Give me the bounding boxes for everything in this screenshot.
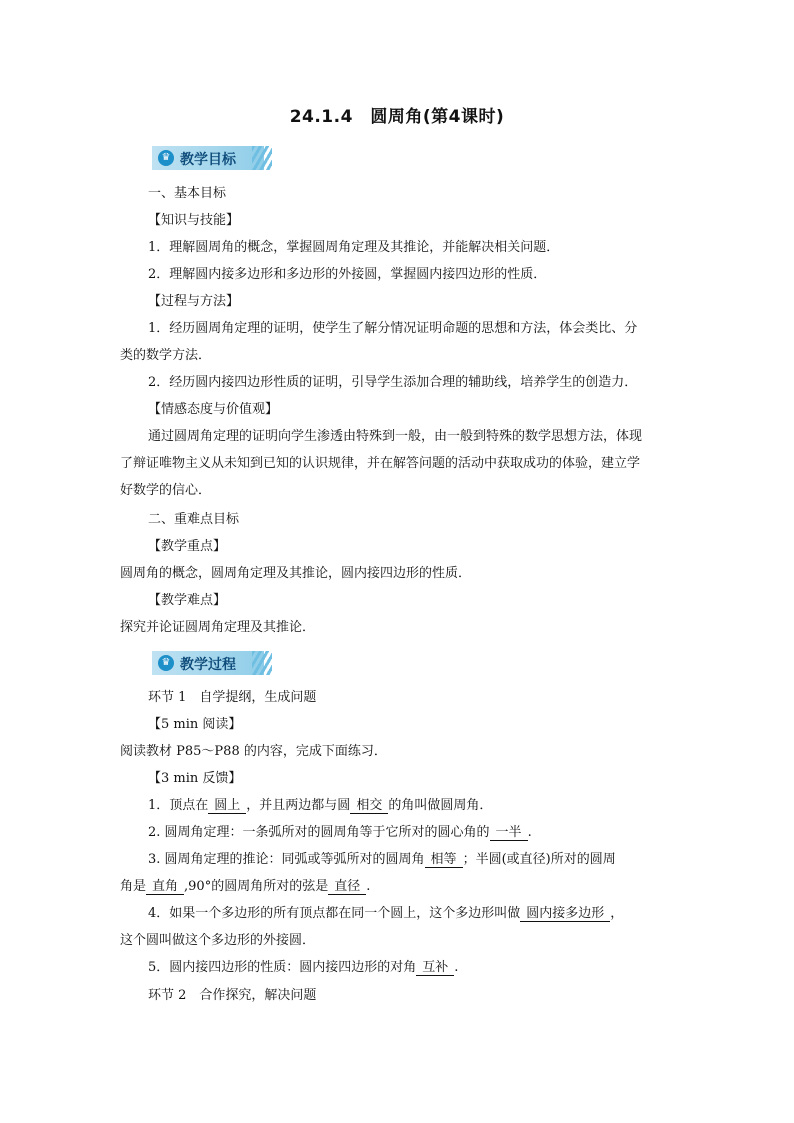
- question-4b: 这个圆叫做这个多边形的外接圆．: [120, 933, 316, 948]
- key-heading: 二、重难点目标: [148, 512, 240, 527]
- process-1b: 类的数学方法．: [120, 348, 212, 363]
- focus-heading: 【教学重点】: [148, 539, 227, 554]
- process-banner: [152, 651, 272, 675]
- attitude-b: 了辩证唯物主义从未知到已知的认识规律，并在解答问题的活动中获取成功的体验，建立学: [120, 456, 641, 471]
- question-4a: 4．如果一个多边形的所有顶点都在同一个圆上，这个多边形叫做 圆内接多边形 ，: [148, 906, 624, 921]
- read-text: 阅读教材 P85～P88 的内容，完成下面练习．: [120, 744, 387, 759]
- page-title: 24.1.4 圆周角(第4课时): [289, 107, 505, 127]
- attitude-heading: 【情感态度与价值观】: [148, 402, 279, 417]
- answer-blank: 互补: [416, 960, 454, 976]
- answer-blank: 圆上: [208, 798, 246, 814]
- feedback-heading: 【3 min 反馈】: [148, 771, 242, 786]
- basic-heading: 一、基本目标: [148, 186, 227, 201]
- trophy-icon: ♛: [158, 655, 174, 671]
- answer-blank: 圆内接多边形: [520, 906, 610, 922]
- step2-heading: 环节 2 合作探究，解决问题: [148, 988, 317, 1003]
- knowledge-1: 1．理解圆周角的概念，掌握圆周角定理及其推论，并能解决相关问题．: [148, 240, 560, 255]
- question-3a: 3. 圆周角定理的推论：同弧或等弧所对的圆周角 相等 ；半圆(或直径)所对的圆周: [148, 852, 616, 867]
- goals-banner: [152, 146, 272, 170]
- focus-text: 圆周角的概念，圆周角定理及其推论，圆内接四边形的性质．: [120, 566, 472, 581]
- read-heading: 【5 min 阅读】: [148, 717, 242, 732]
- difficulty-text: 探究并论证圆周角定理及其推论．: [120, 620, 316, 635]
- knowledge-2: 2．理解圆内接多边形和多边形的外接圆，掌握圆内接四边形的性质．: [148, 267, 547, 282]
- knowledge-heading: 【知识与技能】: [148, 213, 240, 228]
- question-1: 1．顶点在 圆上 ，并且两边都与圆 相交 的角叫做圆周角．: [148, 798, 493, 813]
- answer-blank: 相等: [425, 852, 463, 868]
- answer-blank: 相交: [350, 798, 388, 814]
- question-3b: 角是 直角 ,90°的圆周角所对的弦是 直径 .: [120, 879, 371, 894]
- answer-blank: 直角: [146, 879, 184, 895]
- attitude-c: 好数学的信心．: [120, 483, 212, 498]
- process-1a: 1．经历圆周角定理的证明，使学生了解分情况证明命题的思想和方法，体会类比、分: [148, 321, 638, 336]
- question-5: 5．圆内接四边形的性质：圆内接四边形的对角 互补 .: [148, 960, 459, 975]
- process-banner-label: 教学过程: [180, 657, 236, 673]
- process-method-heading: 【过程与方法】: [148, 294, 240, 309]
- trophy-icon: ♛: [158, 150, 174, 166]
- question-2: 2. 圆周角定理：一条弧所对的圆周角等于它所对的圆心角的 一半 .: [148, 825, 532, 840]
- difficulty-heading: 【教学难点】: [148, 593, 227, 608]
- step1-heading: 环节 1 自学提纲，生成问题: [148, 690, 317, 705]
- process-2: 2．经历圆内接四边形性质的证明，引导学生添加合理的辅助线，培养学生的创造力．: [148, 375, 638, 390]
- goals-banner-label: 教学目标: [180, 152, 236, 168]
- attitude-a: 通过圆周角定理的证明向学生渗透由特殊到一般，由一般到特殊的数学思想方法，体现: [148, 429, 643, 444]
- answer-blank: 一半: [490, 825, 528, 841]
- answer-blank: 直径: [328, 879, 366, 895]
